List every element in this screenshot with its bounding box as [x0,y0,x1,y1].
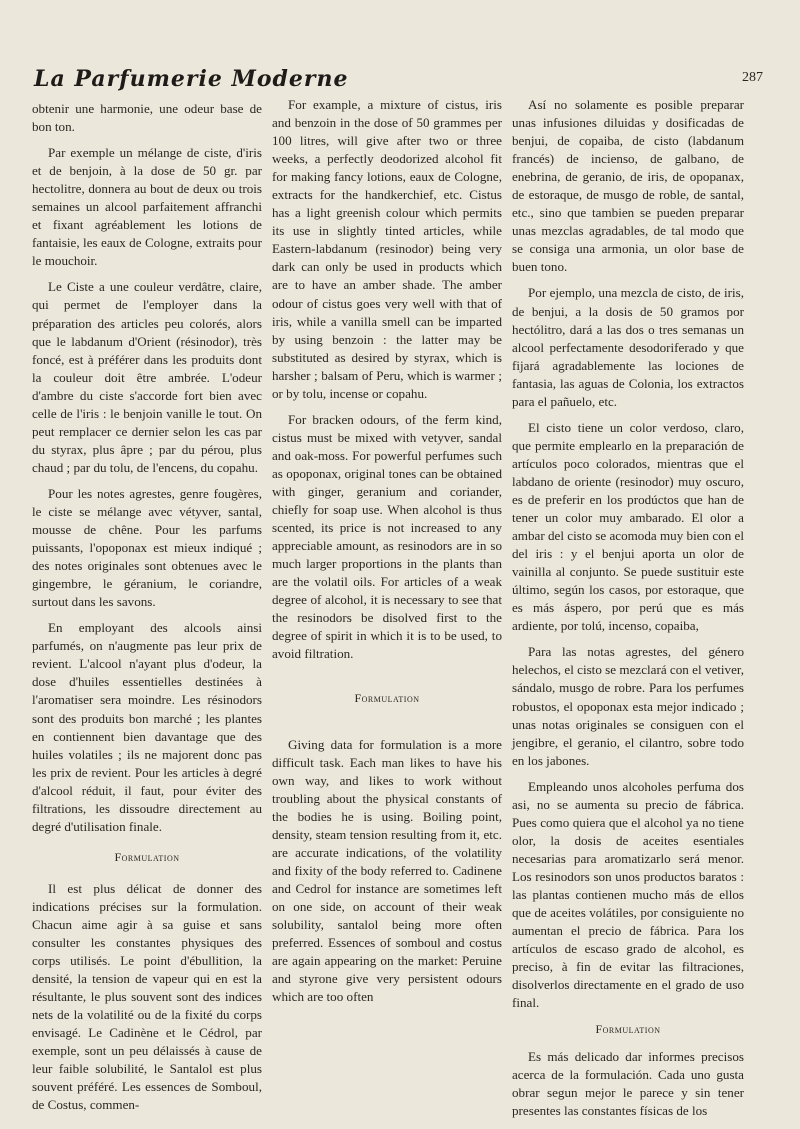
column-french [32,100,262,1122]
french-paragraph-2: Par exemple un mélange de ciste, d'iris et de benjoin, à la dose de 50 gr. par hectolitre, donnera au bout de deux ou trois semaines un alcool parfaitement affranchi et fixant agréablement les lotions de fantaisie, les eaux de Cologne, extraits pour le mouchoir. [32,145,262,269]
french-paragraph-6: Il est plus délicat de donner des indications précises sur la formulation. Chacun aime agir à sa guise et sans consulter les constantes physiques des corps utilisés. Le point d'ébullition, la densité, la tension de vapeur qui en est la résultante, le plus souvent sont des indices nets de la volatilité ou de la fixité du corps envisagé. Le Cadinène et le Cédrol, par exemple, sont un peu délaissés à cause de leur faible solubilité, le Santalol est plus souvent préféré. Les essences de Somboul, de Costus, commen- [32,880,262,1113]
spanish-paragraph-1: Así no solamente es posible preparar unas infusiones diluidas y dosificadas de benjui, de copaiba, de cisto (labdanum francés) de incienso, de galbano, de enebrina, de geranio, de iris, de opopanax, de estoraque, de musgo de roble, de santal, etc., sino que tambien se pueden preparar unas mezclas agradables, de tal modo que se consiga una armonia, un olor base de buen tono. [512,97,744,275]
spanish-paragraph-6: Es más delicado dar informes precisos acerca de la formulación. Cada uno gusta obrar segun mejor le parece y sin tener presentes las constantes físicas de los [512,1049,744,1119]
french-section-heading: Formulation [114,849,180,864]
page-number: 287 [742,70,763,85]
spanish-paragraph-3: El cisto tiene un color verdoso, claro, que permite emplearlo en la preparación de artículos poco colorados, mientras que el labdano de oriente (resinodor) muy oscuro, es de preferir en los prodúctos que han de tener un color muy ambarado. El olor a ambar del cisto se acomoda muy bien con el del iris : y el benjui aporta un olor de vainilla al conjunto. Se puede sustituir este último, según los casos, por estoraque, que es más áspero, por perú que es más ardiente, por tolú, incenso, copaiba, [512,419,744,634]
french-paragraph-3: Le Ciste a une couleur verdâtre, claire, qui permet de l'employer dans la préparation des articles peu colorés, alors que le labdanum d'Orient (résinodor), très foncé, est à préférer dans les produits dont la couleur doit être ambrée. L'odeur d'ambre du ciste s'accorde fort bien avec celle de l'iris : le benjoin vanille le tout. On peut remplacer ce dernier selon les cas par du styrax, plus âpre ; par du pérou, plus chaud ; par du tolu, de l'encens, du copahu. [32,279,262,475]
french-paragraph-5: En employant des alcools ainsi parfumés, on n'augmente pas leur prix de revient. L'alcool n'ayant plus d'odeur, la dose d'huiles essentielles destinées à l'aromatiser sera moindre. Les résinodors sont des produits bon marché ; les plantes en contiennent bien davantage que des huiles volatiles ; ils ne majorent donc pas les prix de revient. Pour les articles à degré d'alcool réduit, il faut, pour éviter des filtrations, les dissoudre directement au degré d'utilisation finale. [32,620,262,834]
masthead-title: La Parfumerie Moderne [34,66,349,92]
french-paragraph-4: Pour les notes agrestes, genre fougères, le ciste se mélange avec vétyver, santal, mousse de chêne. Pour les parfums puissants, l'opoponax est mieux indiqué ; des notes originales sont obtenues avec le gingembre, le géranium, le coriandre, surtout dans les savons. [32,485,262,610]
english-paragraph-1: For example, a mixture of cistus, iris and benzoin in the dose of 50 grammes per 100 litres, will give after two or three weeks, a perfectly deodorized alcohol fit for making fancy lotions, eaux de Cologne, extracts for the handkerchief, etc. Cistus has a light greenish colour which permits its use in slightly tinted articles, while Eastern-labdanum (resinodor) being very dark can only be used in products which are to have an amber shade. The amber odour of cistus goes very well with that of iris, while a vanilla smell can be imparted by using benzoin : the latter may be substituted as desired by styrax, which is harsher ; balsam of Peru, which is warmer ; or by tolu, incense or copahu. [272,97,502,401]
column-english [272,96,502,1014]
english-paragraph-3: Giving data for formulation is a more difficult task. Each man likes to have his own way, and likes to work without troubling about the physical constants of the bodies he is using. Boiling point, density, steam tension resulting from it, etc. are accurate indications, of the volatility and fixity of the body referred to. Cadinene and Cedrol for instance are sometimes left on one side, on account of their weak solubility, santalol being more often preferred. Essences of somboul and costus are again appearing on the market: Peruine and styrone give very persistent odours which are too often [272,736,502,1005]
column-spanish [512,96,744,1129]
spanish-section-heading: Formulation [595,1022,661,1037]
french-paragraph-1: obtenir une harmonie, une odeur base de bon ton. [32,101,262,135]
spanish-paragraph-2: Por ejemplo, una mezcla de cisto, de iris, de benjui, a la dosis de 50 gramos por hectólitro, dará a las dos o tres semanas un alcool perfectamente desodoriferado y que fijará agradablemente las lociones de fantasia, las aguas de Colonia, los extractos para el pañuelo, etc. [512,285,744,409]
spanish-paragraph-5: Empleando unos alcoholes perfuma dos asi, no se aumenta su precio de fábrica. Pues como quiera que el alcohol ya no tiene olor, la dosis de aceites esentiales necesarias para aromatizarlo será menor. Los resinodors son unos productos baratos : las plantas contienen mucho más de ellos que de aceites volátiles, por consiguiente no aumentan el precio de fábrica. Para los artículos de escaso grado de alcohol, es preciso, à fin de evitar las filtraciones, disolverlos directamente en el grado de uso final. [512,778,744,1011]
english-section-heading: Formulation [354,691,420,706]
english-paragraph-2: For bracken odours, of the ferm kind, cistus must be mixed with vetyver, sandal and oak-moss. For powerful perfumes such as opoponax, original tones can be obtained with ginger, geranium and coriander, chiefly for soap use. When alcohol is thus scented, its price is not increased to any appreciable amount, as resinodors are in so much larger proportions in the plants than are the volatil oils. For articles of a weak degree of alcohol, it is necessary to see that the resinodors be disolved first to the degree of spirit in which it is to be used, to avoid filtration. [272,411,502,662]
spanish-paragraph-4: Para las notas agrestes, del género helechos, el cisto se mezclará con el vetiver, sándalo, musgo de robre. Para los perfumes robustos, el opoponax esta mejor indicado ; unas notas originales se consiguen con el jengibre, el geranio, el cilantro, sobre todo en los jabones. [512,644,744,768]
